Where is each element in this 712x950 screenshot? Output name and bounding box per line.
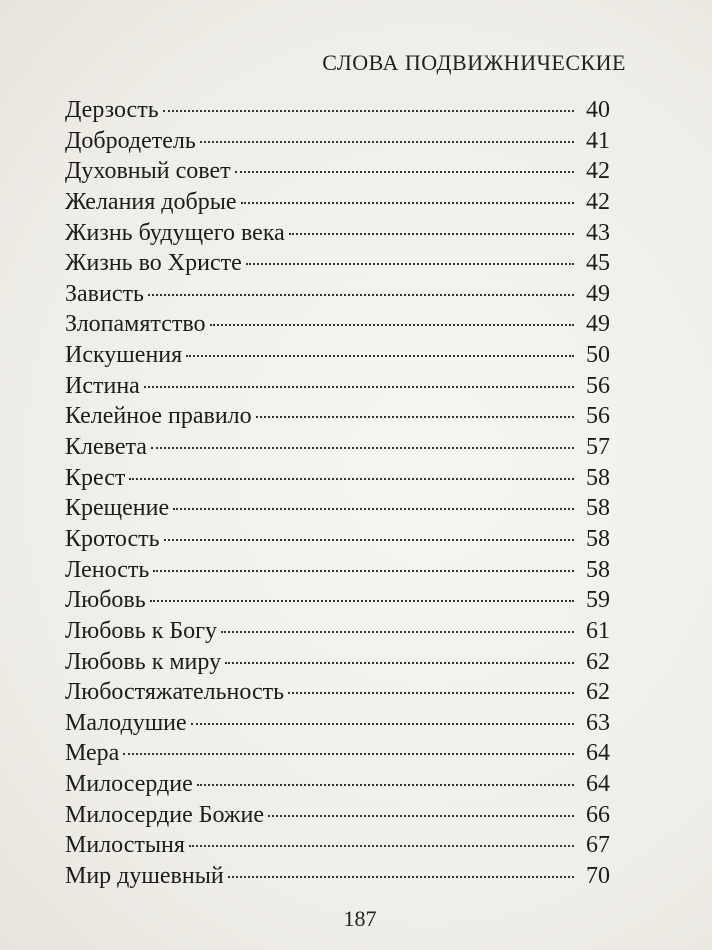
- page-number: 187: [343, 906, 377, 931]
- dot-leader: [150, 600, 574, 602]
- toc-entry-title: Дерзость: [65, 97, 159, 123]
- dot-leader: [153, 570, 574, 572]
- toc-entry-page: 57: [586, 434, 610, 461]
- toc-entry-title: Злопамятство: [65, 311, 206, 338]
- toc-entry-title: Любовь к миру: [65, 648, 222, 675]
- toc-entry-title: Кротость: [65, 525, 160, 552]
- dot-leader: [210, 324, 575, 326]
- dot-leader: [225, 662, 574, 664]
- toc-entry-page: 59: [586, 587, 610, 614]
- toc-entry-page: 61: [586, 617, 610, 644]
- dot-leader: [289, 233, 574, 235]
- toc-entry-title: Жизнь будущего века: [65, 219, 285, 246]
- dot-leader: [151, 447, 574, 449]
- toc-entry: [65, 279, 610, 310]
- dot-leader: [144, 386, 574, 388]
- toc-entry: [65, 248, 610, 279]
- toc-entry-page: 42: [586, 188, 610, 215]
- toc-entry-page: 63: [586, 709, 610, 736]
- dot-leader: [235, 171, 574, 173]
- toc-entry-title: Крест: [65, 464, 126, 491]
- toc-entry: [65, 463, 610, 494]
- toc-entry-page: 67: [586, 832, 610, 859]
- toc-entry-title: Любовь: [65, 587, 146, 614]
- toc-entry-page: 58: [586, 525, 610, 552]
- toc-entry: [65, 800, 610, 831]
- toc-entry-title: Леность: [65, 556, 150, 583]
- dot-leader: [186, 355, 574, 357]
- toc-entry-page: 56: [586, 403, 610, 430]
- dot-leader: [164, 539, 574, 541]
- toc-entry: [65, 432, 610, 463]
- toc-entry-page: 64: [586, 740, 610, 767]
- toc-entry: [65, 340, 610, 371]
- dot-leader: [200, 141, 574, 143]
- toc-entry: [65, 647, 610, 678]
- toc-entry-title: Желания добрые: [65, 188, 237, 215]
- toc-entry-title: Клевета: [65, 434, 147, 461]
- toc-entry-page: 45: [586, 250, 610, 277]
- toc-entry-page: 58: [586, 464, 610, 491]
- toc-entry-page: 41: [586, 127, 610, 154]
- toc-entry-title: Крещение: [65, 495, 170, 522]
- toc-entry-page: 42: [586, 158, 610, 185]
- toc-entry-title: Милостыня: [65, 832, 185, 859]
- toc-entry: [65, 218, 610, 249]
- toc-entry: [65, 830, 610, 861]
- toc-entry: [65, 585, 610, 616]
- dot-leader: [191, 723, 574, 725]
- toc-entry: [65, 95, 610, 126]
- toc-entry: [65, 555, 610, 586]
- dot-leader: [123, 753, 574, 755]
- dot-leader: [163, 110, 574, 112]
- toc-entry-title: Любовь к Богу: [65, 617, 217, 644]
- toc-entry-title: Истина: [65, 372, 140, 399]
- toc-entry: [65, 126, 610, 157]
- dot-leader: [228, 876, 574, 878]
- dot-leader: [197, 784, 574, 786]
- toc-entry-page: 58: [586, 556, 610, 583]
- toc-entry-title: Духовный совет: [65, 158, 231, 185]
- toc-entry-title: Малодушие: [65, 709, 187, 736]
- dot-leader: [256, 416, 574, 418]
- toc-entry-page: 56: [586, 372, 610, 399]
- dot-leader: [129, 478, 574, 480]
- toc-entry-title: Жизнь во Христе: [65, 250, 242, 277]
- toc-entry: [65, 769, 610, 800]
- toc-entry: [65, 677, 610, 708]
- toc-entry: [65, 493, 610, 524]
- toc-entry-title: Добродетель: [65, 127, 196, 154]
- toc-entry-page: 62: [586, 679, 610, 706]
- dot-leader: [268, 815, 574, 817]
- toc-entry-title: Мера: [65, 740, 120, 767]
- toc-entry-page: 66: [586, 801, 610, 828]
- dot-leader: [189, 845, 574, 847]
- toc-entry-title: Мир душевный: [65, 863, 224, 890]
- toc-entry-title: Любостяжательность: [65, 679, 285, 706]
- toc-entry-page: 62: [586, 648, 610, 675]
- dot-leader: [221, 631, 574, 633]
- dot-leader: [241, 202, 575, 204]
- toc-entry-page: 40: [586, 97, 610, 123]
- toc-entry-title: Зависть: [65, 280, 144, 307]
- toc-entry: [65, 524, 610, 555]
- toc-entry-page: 43: [586, 219, 610, 246]
- table-of-contents: [65, 95, 610, 892]
- toc-entry: [65, 616, 610, 647]
- toc-entry: [65, 401, 610, 432]
- toc-entry: [65, 371, 610, 402]
- dot-leader: [148, 294, 574, 296]
- toc-entry: [65, 156, 610, 187]
- toc-entry: [65, 187, 610, 218]
- dot-leader: [173, 508, 574, 510]
- toc-entry-page: 58: [586, 495, 610, 522]
- toc-entry-title: Искушения: [65, 342, 183, 369]
- toc-entry-title: Келейное правило: [65, 403, 252, 430]
- toc-entry: [65, 861, 610, 892]
- toc-entry: [65, 738, 610, 769]
- toc-entry: [65, 309, 610, 340]
- toc-entry-page: 49: [586, 311, 610, 338]
- running-head: СЛОВА ПОДВИЖНИЧЕСКИЕ: [322, 50, 626, 75]
- toc-entry-page: 70: [586, 863, 610, 890]
- dot-leader: [246, 263, 574, 265]
- dot-leader: [288, 692, 574, 694]
- toc-entry-page: 64: [586, 771, 610, 798]
- toc-entry-title: Милосердие Божие: [65, 801, 265, 828]
- toc-entry-page: 50: [586, 342, 610, 369]
- toc-entry: [65, 708, 610, 739]
- toc-entry-page: 49: [586, 280, 610, 307]
- toc-entry-title: Милосердие: [65, 771, 193, 798]
